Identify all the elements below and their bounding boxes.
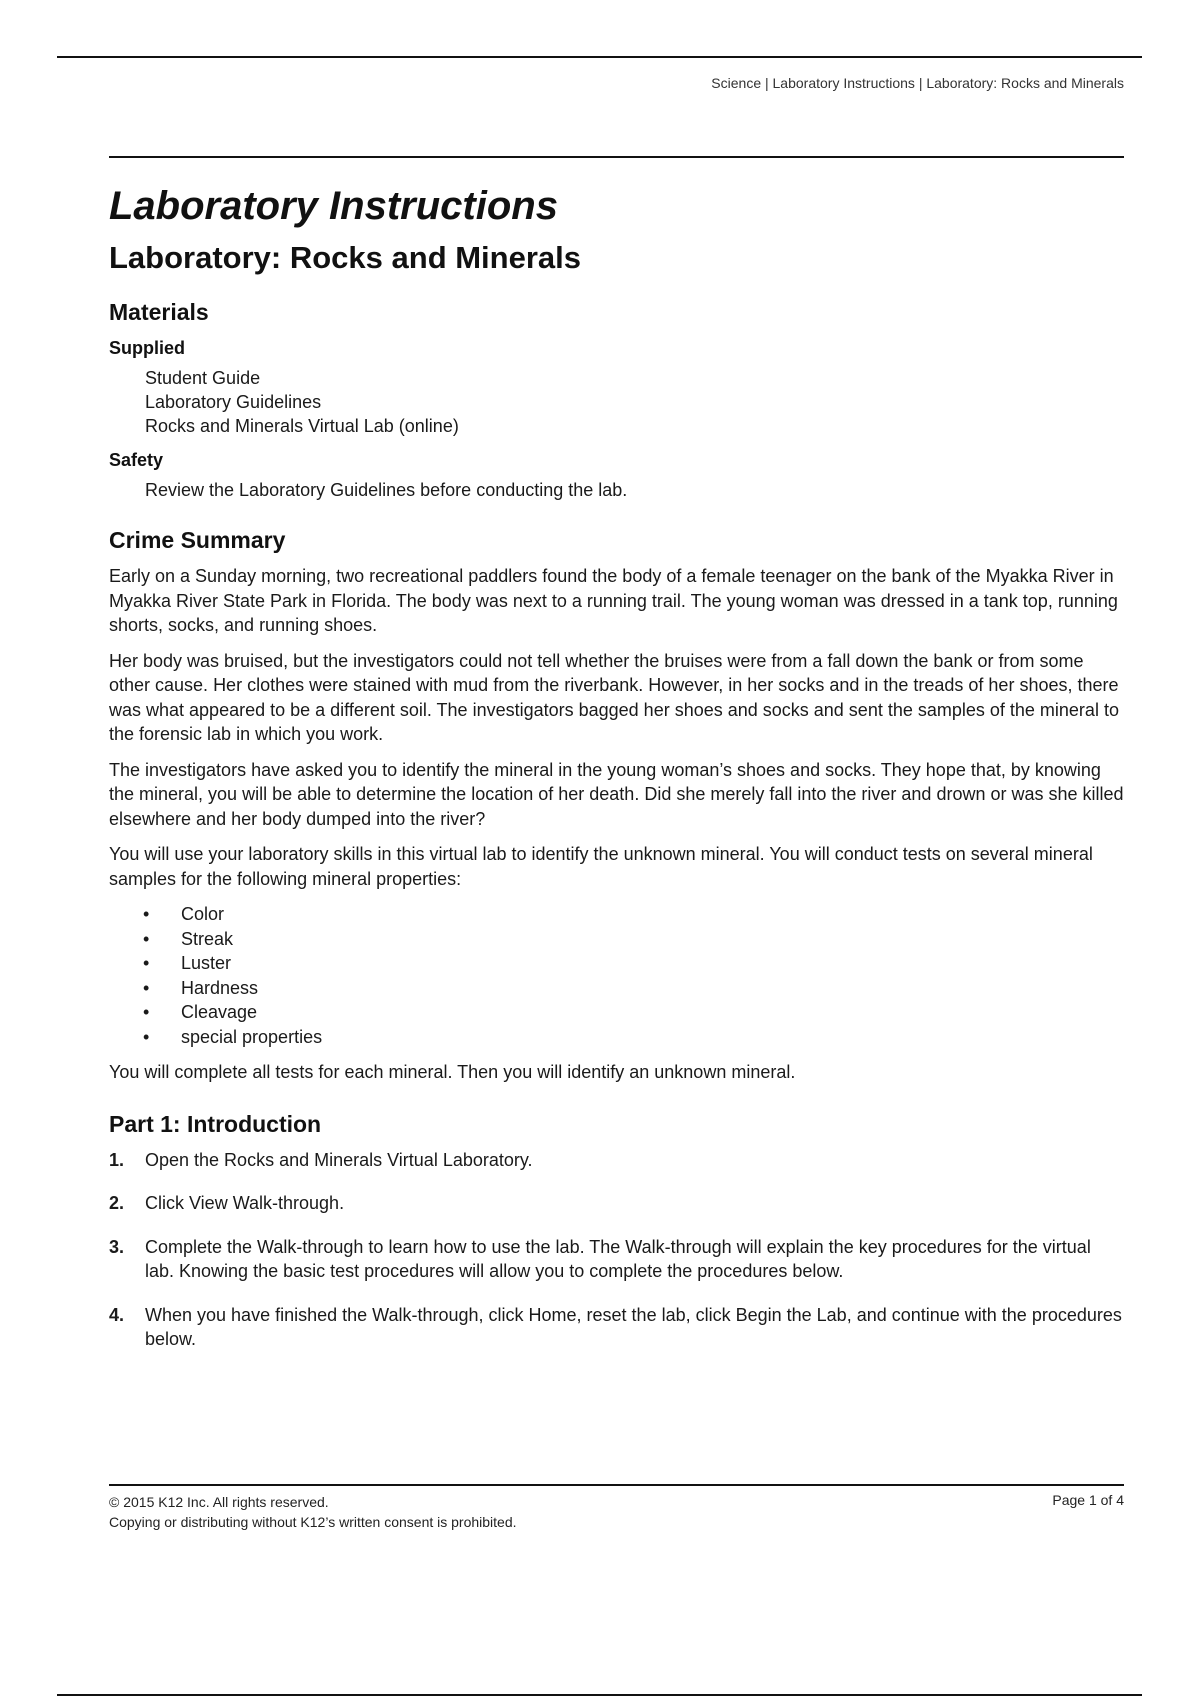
list-item: • Streak: [109, 927, 1124, 952]
step-text: Complete the Walk-through to learn how to use the lab. The Walk-through will explain the key procedures for the virtual lab. Knowing the basic test procedures will allow you to complete the procedures below.: [145, 1236, 1091, 1281]
crime-closing: You will complete all tests for each mineral. Then you will identify an unknown mineral.: [109, 1062, 796, 1082]
list-item: Student Guide: [145, 368, 261, 388]
safety-list: [145, 478, 1124, 502]
distribution-notice: Copying or distributing without K12’s written consent is prohibited.: [109, 1514, 517, 1530]
materials-heading: Materials: [109, 299, 209, 325]
step-item: [109, 1191, 1124, 1216]
part1-heading: Part 1: Introduction: [109, 1110, 322, 1137]
step-item: [109, 1235, 1124, 1284]
step-item: [109, 1148, 1124, 1173]
list-item: • special properties: [109, 1025, 1124, 1050]
step-item: [109, 1303, 1124, 1352]
crime-paragraph: Her body was bruised, but the investigators could not tell whether the bruises were from a fall down the bank or from some other cause. Her clothes were stained with mud from the riverbank. However, in her socks and in the treads of her shoes, there was what appeared to be a different soil. The investigators bagged her shoes and socks and sent the samples of the mineral to the forensic lab in which you work.: [109, 650, 1119, 744]
safety-text: Review the Laboratory Guidelines before conducting the lab.: [145, 480, 628, 500]
step-number: 3.: [109, 1236, 125, 1257]
page-top-rule: [57, 56, 1142, 58]
document-title: Laboratory Instructions: [109, 184, 558, 228]
step-text: Click View Walk-through.: [145, 1193, 345, 1213]
supplied-heading: Supplied: [109, 338, 185, 358]
step-text: Open the Rocks and Minerals Virtual Laboratory.: [145, 1149, 533, 1170]
properties-list: [109, 902, 1124, 1049]
part1-steps: [109, 1148, 1124, 1352]
header-rule: [109, 156, 1124, 158]
crime-summary-heading: Crime Summary: [109, 527, 286, 553]
running-head: Science | Laboratory Instructions | Laboratory: Rocks and Minerals: [711, 75, 1124, 91]
step-number: 4.: [109, 1304, 125, 1325]
crime-paragraph: You will use your laboratory skills in this virtual lab to identify the unknown mineral. You will conduct tests on several mineral samples for the following mineral properties:: [109, 844, 1093, 889]
list-item: • Hardness: [109, 976, 1124, 1001]
list-item: Laboratory Guidelines: [145, 392, 322, 412]
crime-paragraph: Early on a Sunday morning, two recreational paddlers found the body of a female teenager on the bank of the Myakka River in Myakka River State Park in Florida. The body was next to a running trail. The young woman was dressed in a tank top, running shorts, socks, and running shoes.: [109, 566, 1118, 635]
page-footer: [109, 1484, 1124, 1532]
crime-paragraph: The investigators have asked you to identify the mineral in the young woman’s shoes and socks. They hope that, by knowing the mineral, you will be able to determine the location of her death. Did she merely fall into the river and drown or was she killed elsewhere and her body dumped into the river?: [109, 759, 1124, 829]
page-number: Page 1 of 4: [1052, 1492, 1124, 1508]
safety-heading: Safety: [109, 450, 164, 470]
copyright-text: © 2015 K12 Inc. All rights reserved.: [109, 1494, 329, 1510]
supplied-list: [145, 366, 1124, 438]
list-item: • Color: [109, 902, 1124, 927]
list-item: • Luster: [109, 951, 1124, 976]
list-item: • Cleavage: [109, 1000, 1124, 1025]
page-bottom-rule: [57, 1694, 1142, 1696]
list-item: Rocks and Minerals Virtual Lab (online): [145, 416, 459, 436]
document-body: [109, 156, 1124, 1371]
lab-title: Laboratory: Rocks and Minerals: [109, 240, 582, 275]
step-number: 2.: [109, 1193, 125, 1213]
step-number: 1.: [109, 1149, 125, 1170]
step-text: When you have finished the Walk-through, click Home, reset the lab, click Begin the Lab, and continue with the procedures below.: [145, 1304, 1122, 1349]
